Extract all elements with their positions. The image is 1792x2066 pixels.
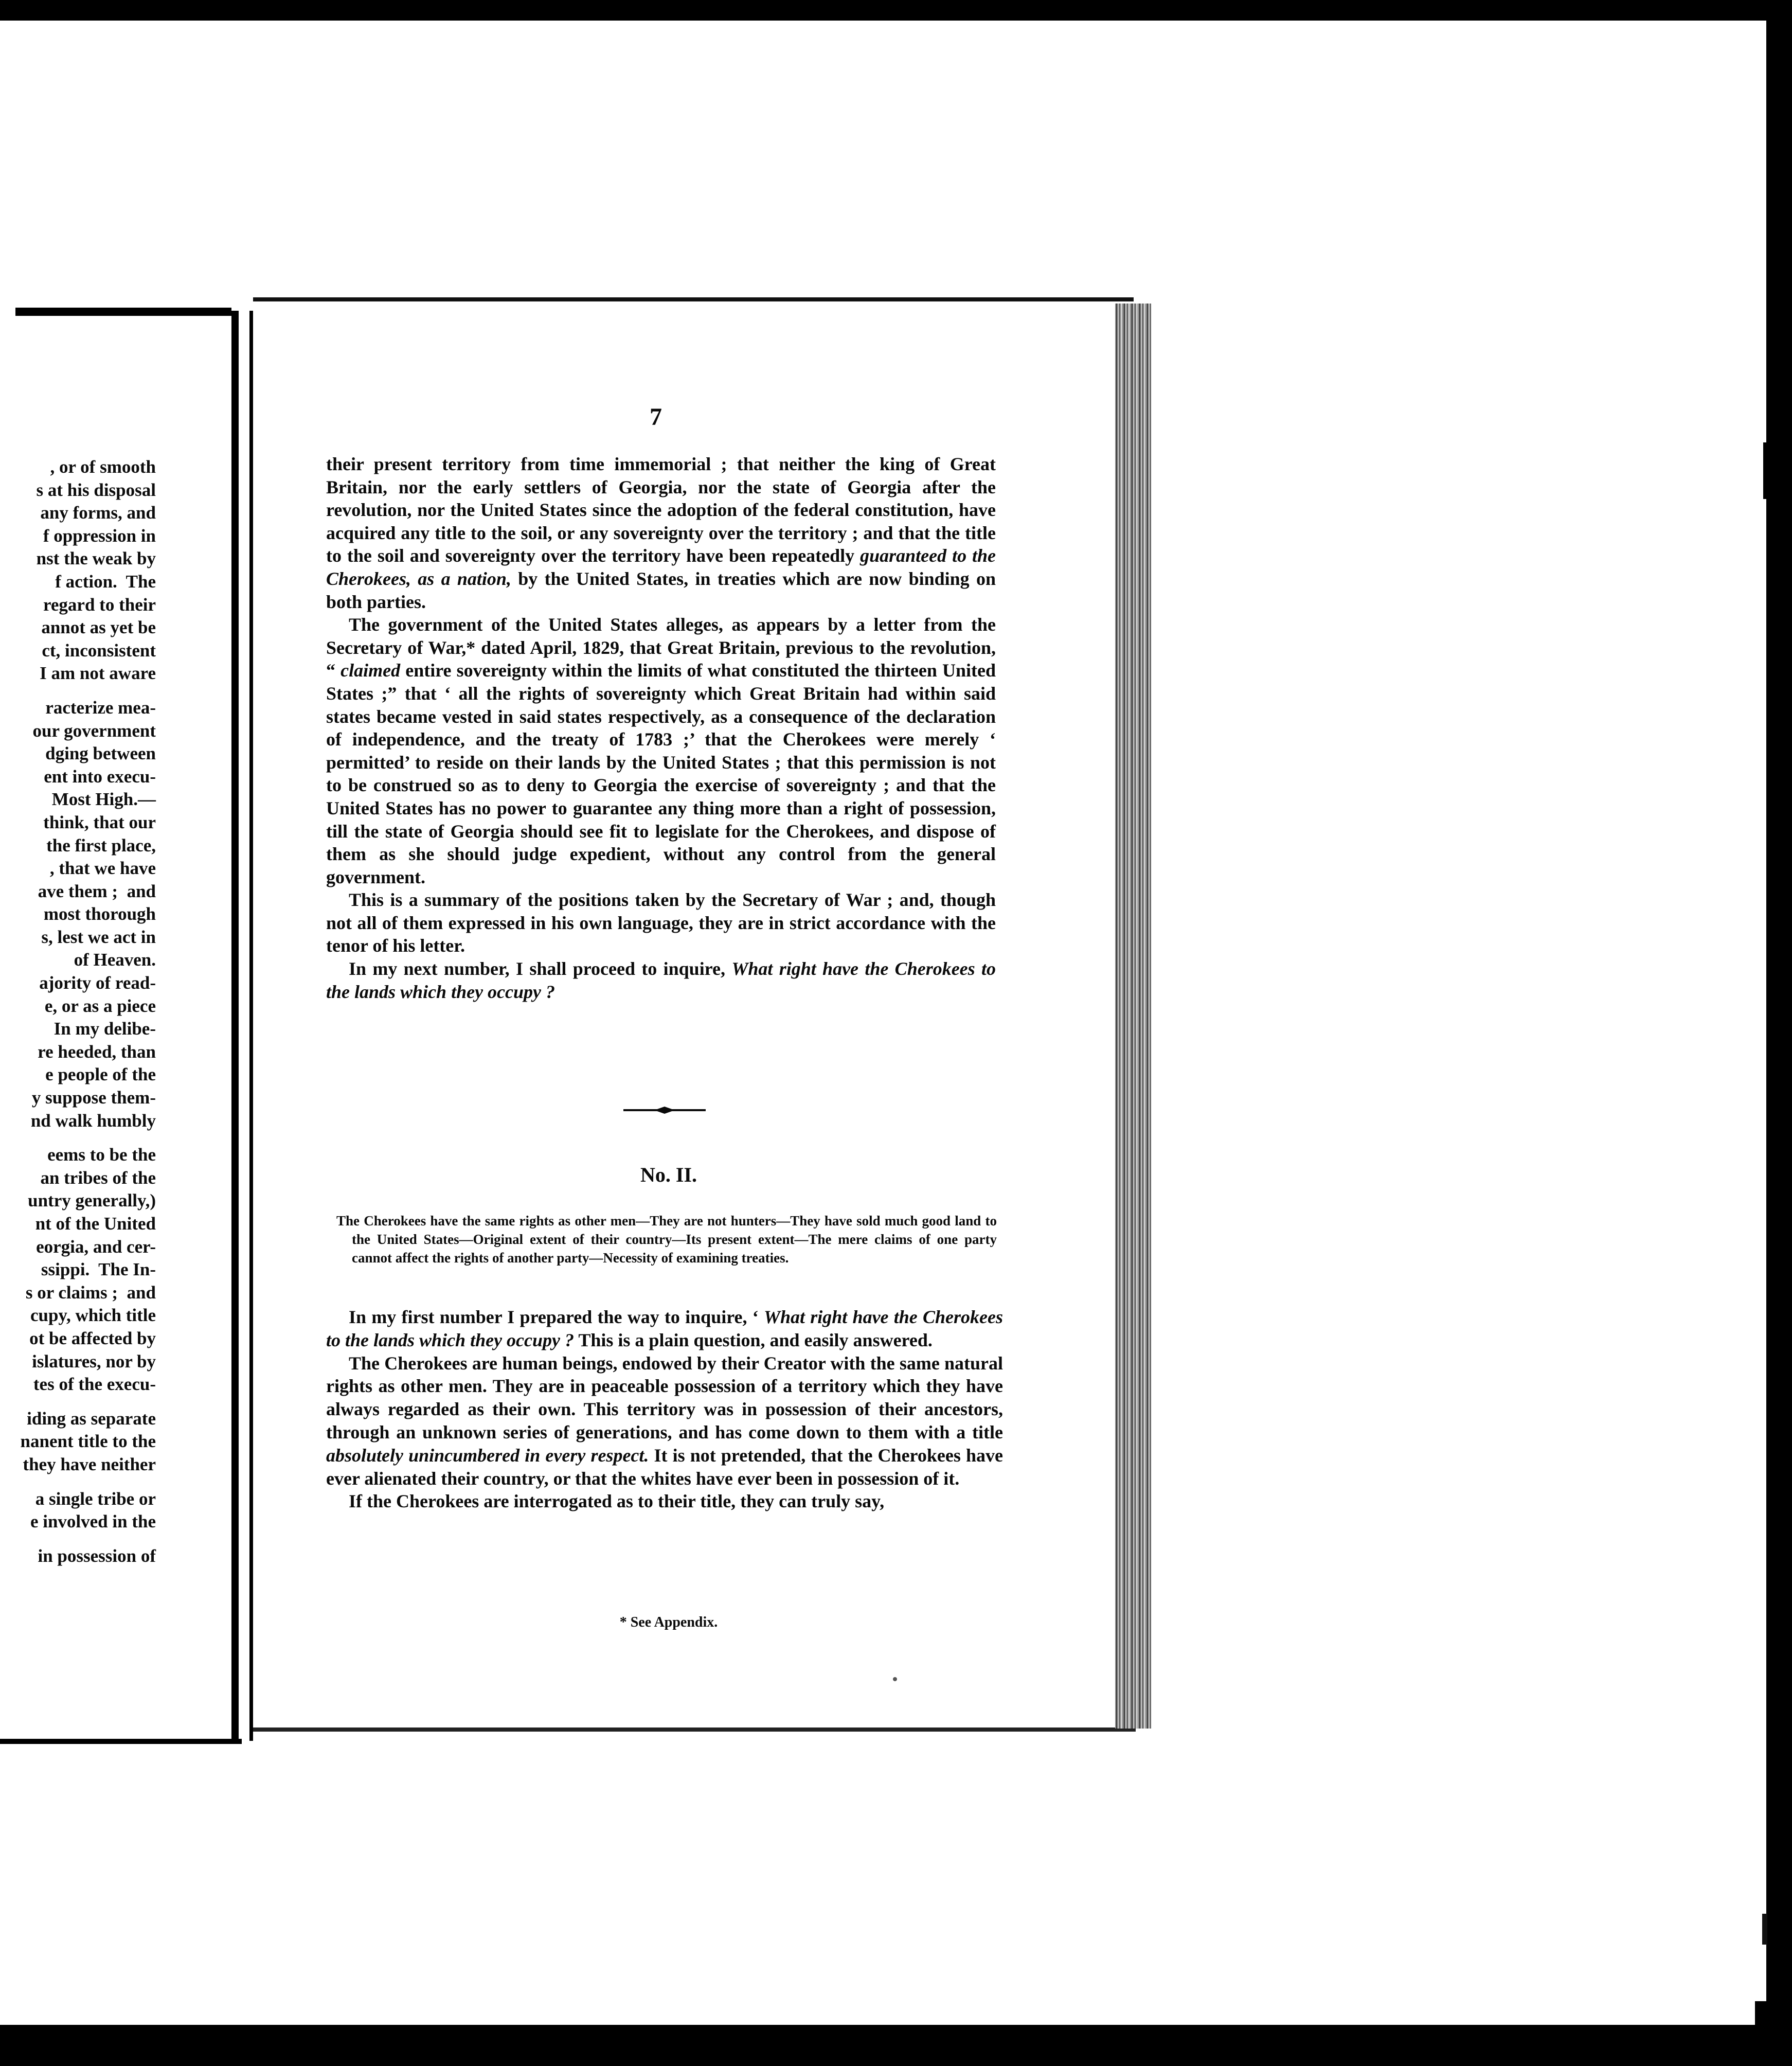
left-page-line: y suppose them-: [31, 1088, 156, 1108]
page-number: 7: [650, 403, 662, 431]
text-run: by the United States, in treaties which are now binding on both parties.: [326, 568, 996, 612]
left-page-line: the first place,: [46, 835, 156, 856]
left-page-line: annot as yet be: [41, 617, 156, 638]
paragraph: [326, 957, 996, 1003]
left-page-line: [0, 1132, 156, 1144]
left-page-line: dging between: [45, 743, 156, 764]
left-page-line: ajority of read-: [39, 973, 156, 993]
left-page-line: nst the weak by: [36, 548, 156, 569]
body-text-part-1: [326, 453, 996, 1003]
left-page-line: ave them ; and: [38, 881, 156, 901]
gutter-rule: [231, 311, 239, 1741]
left-page-line: , or of smooth: [50, 457, 156, 477]
left-page-line: e people of the: [45, 1064, 156, 1085]
text-run: In my first number I prepared the way to inquire, ‘: [349, 1307, 764, 1327]
left-page-line: [0, 1476, 156, 1488]
left-page-text: [0, 456, 156, 1568]
left-page-line: ent into execu-: [44, 766, 156, 787]
left-page-line: iding as separate: [27, 1408, 156, 1429]
scan-edge-mark: [1763, 442, 1768, 499]
page-top-edge: [253, 297, 1134, 301]
page-fore-edge: [1115, 304, 1151, 1729]
gutter-rule: [249, 311, 253, 1741]
left-page-bottom-rule: [0, 1739, 242, 1744]
left-page-line: In my delibe-: [53, 1019, 156, 1039]
scan-speck: [893, 1677, 897, 1681]
paragraph: [326, 1352, 1003, 1490]
text-run: It is not pretended, that the Cherokees have ever alienated their country, or that the whites have ever been in possession of it.: [326, 1445, 1003, 1489]
text-run: If the Cherokees are interrogated as to their title, they can truly say,: [349, 1491, 885, 1512]
left-page-line: in possession of: [38, 1545, 156, 1566]
text-run: In my next number, I shall proceed to inquire,: [349, 958, 732, 979]
left-page-line: eems to be the: [47, 1145, 156, 1165]
scan-border-bottom: [0, 2025, 1792, 2066]
paragraph: [326, 613, 996, 888]
left-page-line: s, lest we act in: [41, 927, 156, 947]
left-page-line: f action. The: [55, 571, 156, 592]
left-page-line: re heeded, than: [38, 1041, 156, 1062]
left-page-line: untry generally,): [28, 1190, 156, 1211]
left-page-line: racterize mea-: [45, 697, 156, 718]
section-heading: No. II.: [640, 1163, 697, 1186]
text-run: This is a plain question, and easily answered.: [574, 1329, 933, 1350]
left-page-top-rule: [15, 308, 231, 316]
italic-run: What right have the Cherokees to the lands which they occupy ?: [326, 1307, 1003, 1350]
text-run: This is a summary of the positions taken by the Secretary of War ; and, though not all of them expressed in his own language, they are in strict accordance with the tenor of his letter.: [326, 889, 996, 956]
left-page-line: f oppression in: [43, 525, 156, 546]
footnote: * See Appendix.: [619, 1614, 718, 1630]
left-page-line: any forms, and: [40, 503, 156, 523]
left-page-line: ssippi. The In-: [41, 1259, 156, 1280]
left-page-line: , that we have: [49, 858, 156, 879]
left-page-line: ot be affected by: [29, 1328, 156, 1348]
ornamental-rule: [623, 1105, 706, 1115]
italic-run: What right have the Cherokees to the lands which they occupy ?: [326, 958, 996, 1002]
left-page-line: [0, 685, 156, 697]
left-page-line: islatures, nor by: [32, 1351, 156, 1372]
scan-border-notch: [1755, 2001, 1770, 2032]
paragraph: [326, 1490, 1003, 1513]
left-page-line: our government: [32, 720, 156, 741]
left-page-line: nanent title to the: [20, 1431, 156, 1452]
left-page-line: most thorough: [43, 904, 156, 924]
text-run: The Cherokees are human beings, endowed by their Creator with the same natural rights as other men. They are in peaceable possession of a territory which they have always regarded as their own. This territory was in possession of their ancestors, through an unknown series of generations, and has come down to them with a title: [326, 1352, 1003, 1442]
italic-run: guaranteed to the Cherokees, as a nation,: [326, 545, 996, 589]
left-page-line: nt of the United: [35, 1214, 156, 1234]
paragraph: [326, 888, 996, 957]
text-run: entire sovereignty within the limits of what constituted the thirteen United States ;” that ‘ all the rights of sovereignty which Great Britain had within said states became vested in said states respectively, as a consequence of the declaration of independence, and the treaty of 1783 ;’ that the Cherokees were merely ‘ permitted’ to reside on their lands by the United States ; that this permission is not to be construed so as to deny to Georgia the exercise of sovereignty ; and that the United States has no power to guarantee any thing more than a right of possession, till the state of Georgia should see fit to legislate for the Cherokees, and dispose of them as she should judge expedient, without any control from the general government.: [326, 660, 996, 887]
left-page-line: an tribes of the: [40, 1167, 156, 1188]
scan-border-top: [0, 0, 1792, 21]
page-bottom-edge: [253, 1727, 1136, 1732]
paragraph: [326, 453, 996, 613]
left-page-line: s at his disposal: [36, 479, 156, 500]
scan-edge-mark: [1762, 1914, 1767, 1945]
left-page-line: e, or as a piece: [44, 995, 156, 1016]
left-page-line: they have neither: [23, 1454, 156, 1474]
italic-run: absolutely unincumbered in every respect.: [326, 1445, 649, 1466]
left-page-line: e involved in the: [30, 1511, 156, 1532]
body-text-part-2: [326, 1306, 1003, 1513]
left-page-line: cupy, which title: [30, 1305, 156, 1326]
left-page-line: of Heaven.: [74, 950, 156, 970]
text-run: The government of the United States alleges, as appears by a letter from the Secretary of War,* dated April, 1829, that Great Britain, previous to the revolution, “: [326, 614, 996, 681]
left-page-line: [0, 1396, 156, 1408]
paragraph: [326, 1306, 1003, 1352]
left-page-line: eorgia, and cer-: [36, 1236, 156, 1257]
left-page-line: think, that our: [43, 812, 156, 832]
scan-border-right: [1766, 0, 1792, 2066]
section-summary: The Cherokees have the same rights as other men—They are not hunters—They have sold much good land to the United States—Original extent of their country—Its present extent—The mere claims of one party cannot affect the rights of another party—Necessity of examining treaties.: [336, 1213, 997, 1266]
left-page-line: nd walk humbly: [30, 1110, 156, 1131]
left-page-line: Most High.—: [51, 789, 156, 810]
left-page-line: ct, inconsistent: [42, 640, 156, 661]
left-page-line: I am not aware: [40, 663, 156, 684]
left-page-line: s or claims ; and: [25, 1282, 156, 1303]
left-page-line: a single tribe or: [35, 1488, 156, 1509]
left-page-line: tes of the execu-: [33, 1374, 156, 1395]
left-page-line: [0, 1534, 156, 1545]
italic-run: claimed: [341, 660, 401, 681]
left-page-line: regard to their: [43, 594, 156, 615]
text-run: their present territory from time immemorial ; that neither the king of Great Britain, nor the early settlers of Georgia, nor the state of Georgia after the revolution, nor the United States since the adoption of the federal constitution, have acquired any title to the soil, or any sovereignty over the territory ; and that the title to the soil and sovereignty over the territory have been repeatedly: [326, 454, 996, 566]
